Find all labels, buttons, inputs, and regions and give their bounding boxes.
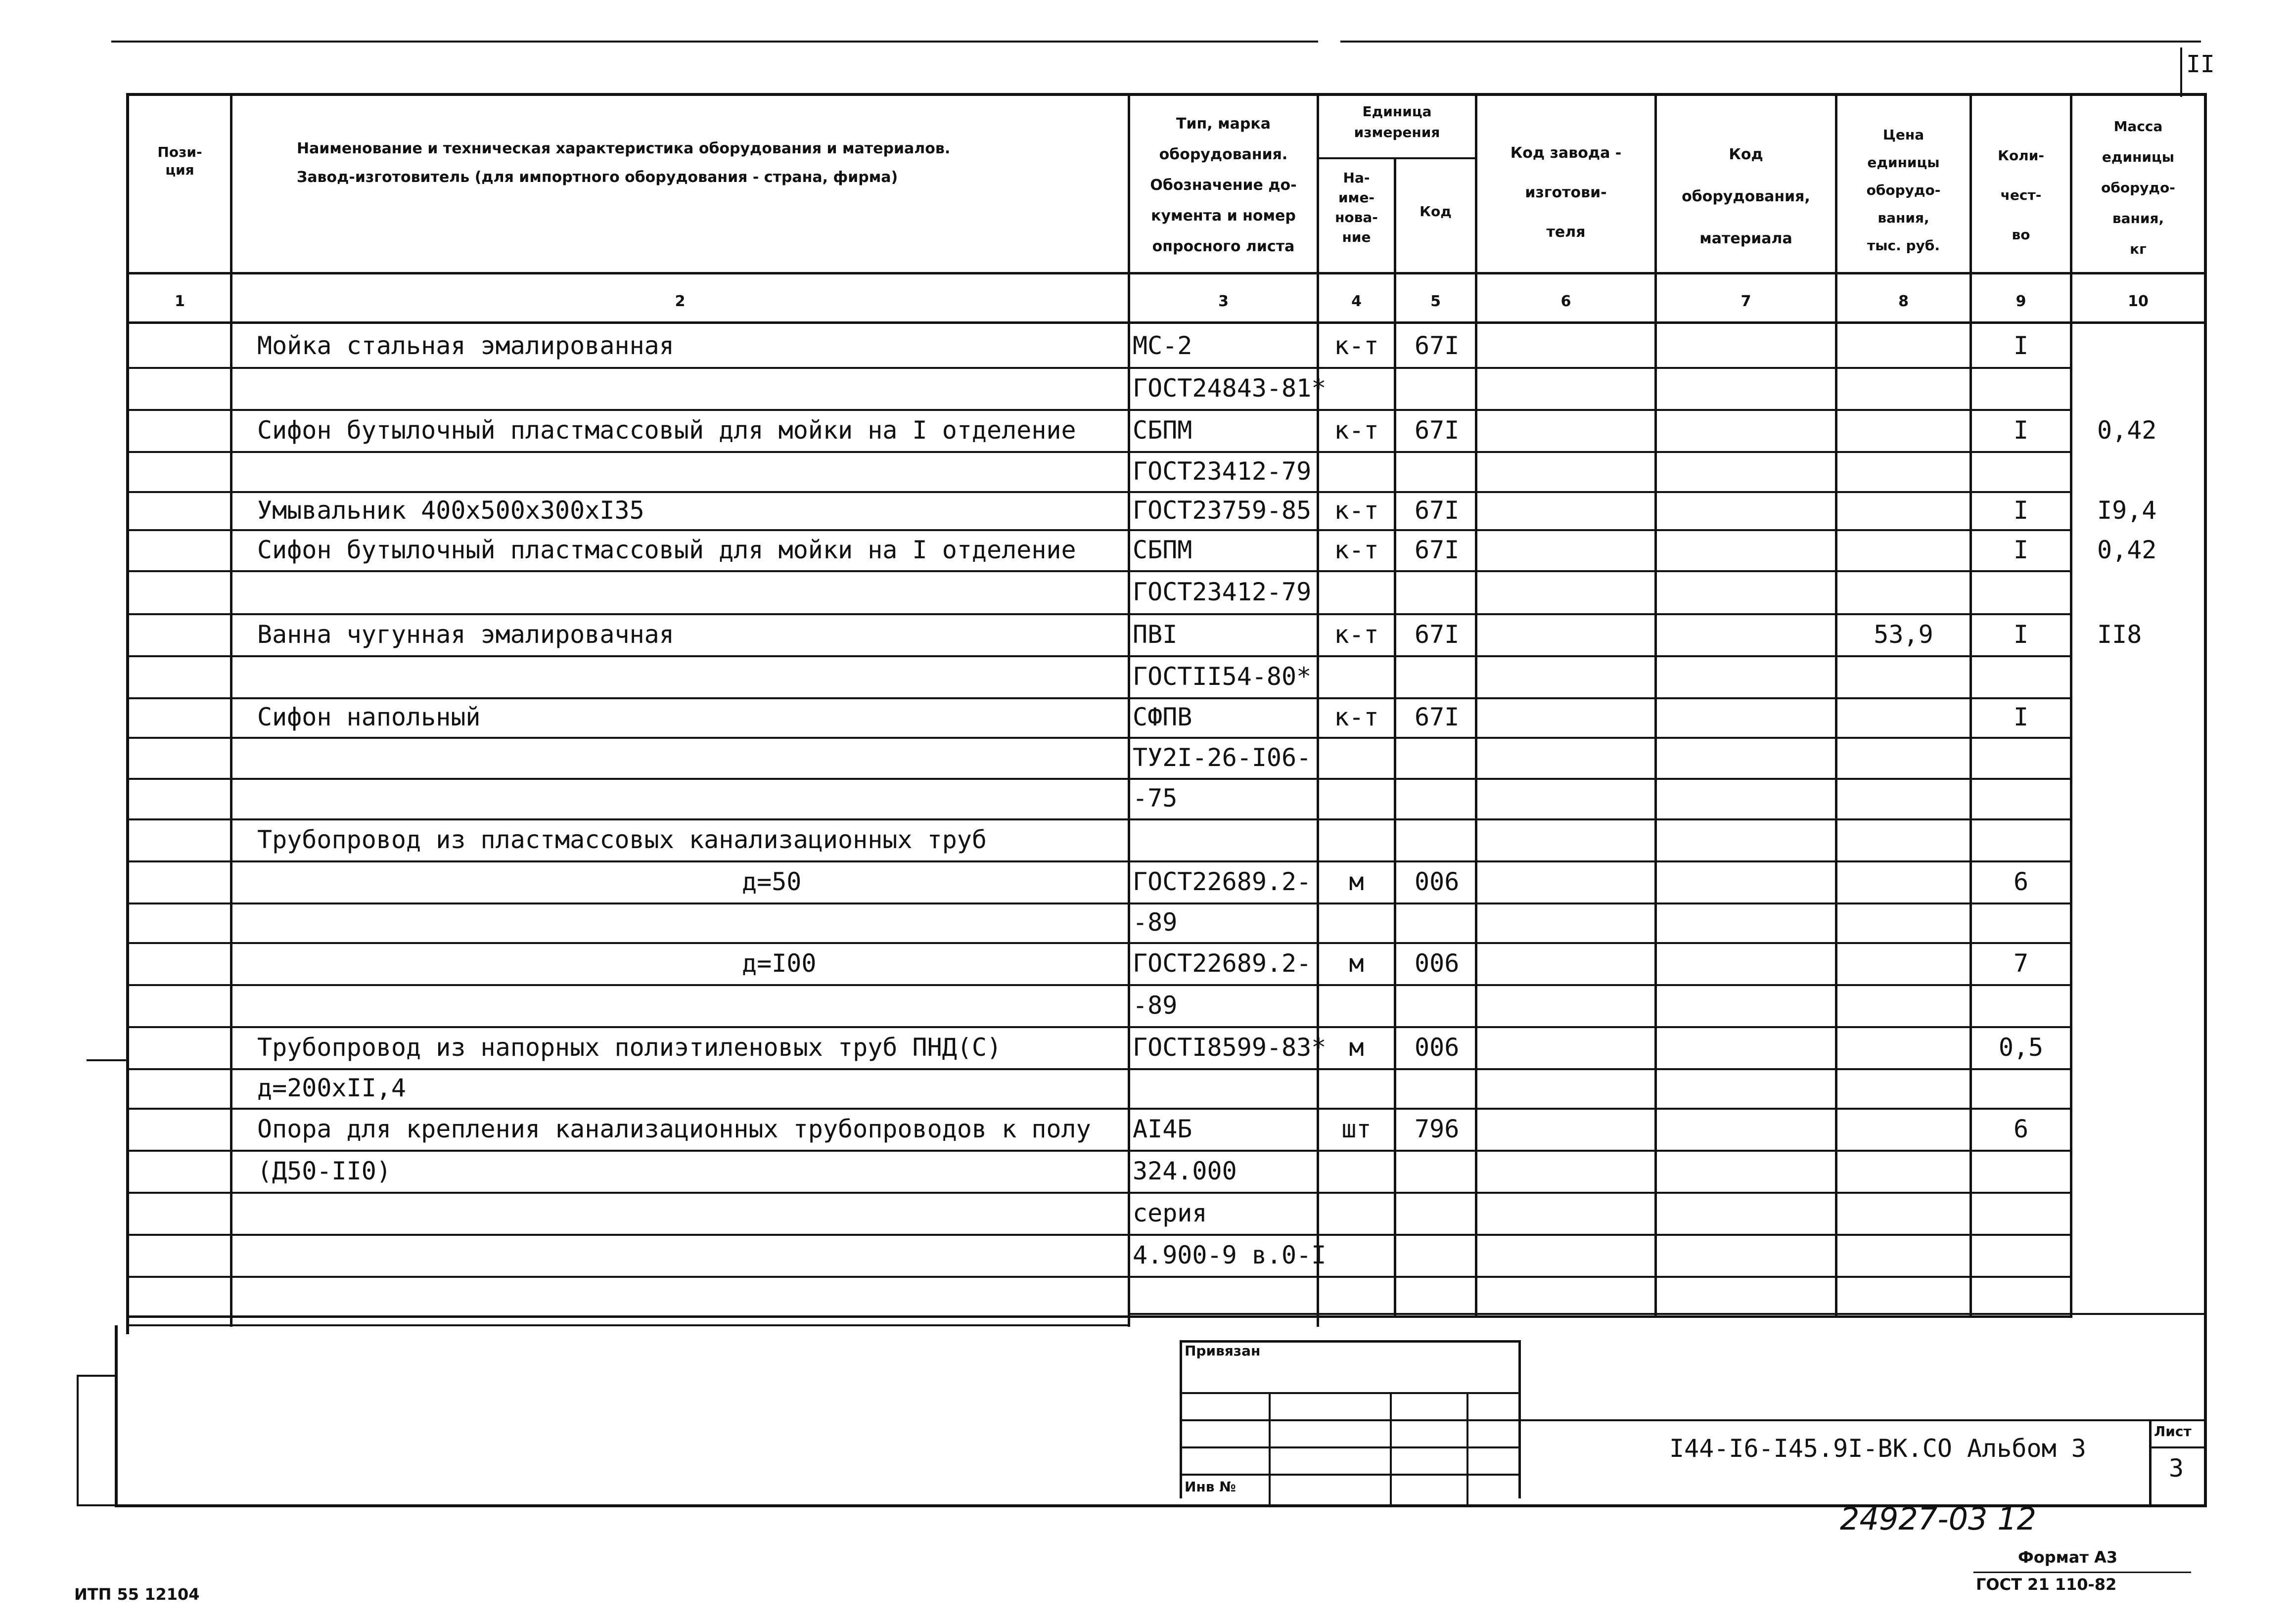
row-name: Сифон бутылочный пластмассовый для мойки на I отделение — [257, 536, 1076, 564]
margin-box-left — [77, 1375, 79, 1505]
row-type: серия — [1133, 1199, 1207, 1227]
col-line-2 — [1128, 93, 1130, 1327]
stamp-inv-label: Инв № — [1185, 1479, 1236, 1495]
row-name: Трубопровод из пластмассовых канализационных труб — [257, 825, 987, 854]
row-unit: шт — [1341, 1115, 1372, 1143]
colnum-5: 5 — [1430, 293, 1441, 310]
header-unit: Единица измерения — [1354, 103, 1440, 140]
table-row-line — [126, 409, 2072, 411]
colnum-6: 6 — [1560, 293, 1571, 310]
stamp-linked-label: Привязан — [1185, 1343, 1261, 1359]
row-type: ГОСТ23412-79 — [1133, 457, 1312, 486]
col-line-9 — [2070, 93, 2072, 1317]
row-code: 006 — [1415, 1033, 1460, 1062]
stamp-designation: I44-I6-I45.9I-ВК.СО Альбом 3 — [1669, 1434, 2086, 1463]
stamp-line-4 — [1180, 1474, 1521, 1476]
corner-box-left — [2180, 47, 2182, 97]
table-row-line — [126, 902, 2072, 904]
table-row-line — [126, 1192, 2072, 1194]
table-row-line — [126, 451, 2072, 453]
colnum-2: 2 — [675, 293, 686, 310]
row-name: Мойка стальная эмалированная — [257, 331, 674, 360]
col-line-5 — [1475, 93, 1477, 1317]
row-name: Ванна чугунная эмалировачная — [257, 620, 674, 649]
header-material-code: Код оборудования, материала — [1682, 146, 1810, 247]
bottom-left-code: ИТП 55 12104 — [74, 1585, 200, 1604]
table-row-line — [126, 367, 2072, 369]
row-type: ГОСТ24843-81* — [1133, 374, 1327, 403]
row-qty: I — [2013, 703, 2029, 731]
table-row-line — [126, 818, 2072, 820]
row-qty: I — [2013, 416, 2029, 445]
row-unit: м — [1349, 1033, 1364, 1062]
table-row-line — [126, 860, 2072, 862]
table-bottom-outer — [126, 1324, 1130, 1326]
frame-top — [126, 93, 2206, 96]
header-qty: Коли- чест- во — [1998, 147, 2044, 243]
row-type: ГОСТ22689.2- — [1133, 949, 1312, 978]
table-row-line — [126, 1026, 2072, 1028]
table-row-line — [126, 984, 2072, 986]
row-type: ГОСТ22689.2- — [1133, 867, 1312, 896]
colnum-8: 8 — [1898, 293, 1909, 310]
format-rule — [1973, 1572, 2191, 1573]
table-row-line — [126, 1234, 2072, 1236]
row-type: СБПМ — [1133, 416, 1192, 445]
row-type: -75 — [1133, 784, 1178, 812]
row-qty: 6 — [2013, 867, 2029, 896]
row-mass: II8 — [2097, 620, 2142, 649]
row-code: 796 — [1415, 1115, 1460, 1143]
colnum-3: 3 — [1218, 293, 1229, 310]
table-row-line — [126, 1276, 2072, 1278]
col-line-1 — [230, 93, 232, 1327]
row-unit: к-т — [1334, 416, 1379, 445]
row-qty: I — [2013, 496, 2029, 525]
col-line-7 — [1835, 93, 1837, 1317]
sheet-corner-number: II — [2186, 50, 2215, 78]
row-type: АI4Б — [1133, 1115, 1192, 1143]
row-code: 006 — [1415, 867, 1460, 896]
format-line-2: ГОСТ 21 110-82 — [1976, 1575, 2117, 1594]
row-type: ГОСТ23412-79 — [1133, 578, 1312, 606]
header-bottom — [126, 272, 2206, 274]
row-type: ГОСТ23759-85 — [1133, 496, 1312, 525]
colnum-9: 9 — [2015, 293, 2026, 310]
row-unit: к-т — [1334, 536, 1379, 564]
table-row-line — [126, 613, 2072, 615]
row-type: МС-2 — [1133, 331, 1192, 360]
margin-box-bottom — [77, 1504, 116, 1506]
stamp-vline-1 — [1269, 1392, 1271, 1505]
row-type: -89 — [1133, 908, 1178, 937]
table-row-line — [126, 697, 2072, 699]
row-price: 53,9 — [1874, 620, 1933, 649]
stamp-designation-top — [1521, 1419, 2206, 1421]
row-code: 67I — [1415, 331, 1460, 360]
table-row-line — [126, 1068, 2072, 1070]
stamp-vline-3 — [1466, 1392, 1468, 1505]
stamp-sheet-split — [2149, 1446, 2206, 1448]
row-type: СБПМ — [1133, 536, 1192, 564]
top-rule-left — [111, 41, 1318, 43]
row-type: СФПВ — [1133, 703, 1192, 731]
frame-right — [2204, 93, 2207, 1507]
stamp-line-3 — [1180, 1446, 1521, 1448]
row-code: 006 — [1415, 949, 1460, 978]
row-type: ГОСТI8599-83* — [1133, 1033, 1327, 1062]
table-row-line — [126, 491, 2072, 493]
header-price: Цена единицы оборудо- вания, тыс. руб. — [1866, 127, 1941, 254]
header-unit-name: На- име- нова- ние — [1335, 170, 1378, 245]
col-line-6 — [1654, 93, 1657, 1317]
header-unit-code: Код — [1420, 203, 1452, 220]
margin-stub-2 — [77, 1375, 116, 1377]
row-unit: м — [1349, 867, 1364, 896]
margin-stub-1 — [87, 1059, 129, 1061]
row-qty: I — [2013, 331, 2029, 360]
row-name: Сифон напольный — [257, 703, 481, 731]
frame-left — [126, 93, 129, 1334]
row-type: -89 — [1133, 991, 1178, 1020]
table-row-line — [126, 529, 2072, 531]
stamp-sheet-number: 3 — [2169, 1454, 2184, 1483]
row-type: ТУ2I-26-I06- — [1133, 743, 1312, 772]
row-unit: к-т — [1334, 620, 1379, 649]
row-name: д=50 — [742, 867, 802, 896]
table-row-line — [126, 1108, 2072, 1110]
header-position: Пози- ция — [157, 144, 202, 178]
header-name: Наименование и техническая характеристика оборудования и материалов. Завод-изготовитель (для импортного оборудования - страна, фирма) — [297, 140, 951, 186]
row-code: 67I — [1415, 496, 1460, 525]
colnum-10: 10 — [2128, 293, 2149, 310]
row-code: 67I — [1415, 536, 1460, 564]
row-qty: 6 — [2013, 1115, 2029, 1143]
row-mass: 0,42 — [2097, 416, 2157, 445]
row-unit: к-т — [1334, 331, 1379, 360]
table-row-line — [126, 570, 2072, 572]
header-type: Тип, марка оборудования. Обозначение до- кумента и номер опросного листа — [1150, 115, 1297, 255]
row-unit: к-т — [1334, 496, 1379, 525]
colnum-4: 4 — [1351, 293, 1362, 310]
unit-split — [1318, 157, 1476, 159]
row-type: ПВI — [1133, 620, 1178, 649]
row-name: Опора для крепления канализационных трубопроводов к полу — [257, 1115, 1091, 1143]
row-name: Умывальник 400х500х300хI35 — [257, 496, 644, 525]
header-mass: Масса единицы оборудо- вания, кг — [2101, 118, 2175, 257]
table-row-line — [126, 778, 2072, 780]
frame-left-lower — [115, 1325, 118, 1506]
stamp-top-rule — [1130, 1313, 2206, 1315]
row-type: 324.000 — [1133, 1157, 1237, 1185]
row-code: 67I — [1415, 620, 1460, 649]
row-unit: м — [1349, 949, 1364, 978]
row-name: (Д50-II0) — [257, 1157, 391, 1185]
header-plant-code: Код завода - изготови- теля — [1510, 144, 1622, 241]
stamp-line-1 — [1180, 1392, 1521, 1394]
row-code: 67I — [1415, 416, 1460, 445]
colnum-1: 1 — [175, 293, 185, 310]
row-type: ГОСТII54-80* — [1133, 662, 1312, 691]
top-rule-right — [1340, 41, 2201, 43]
row-name: д=200хII,4 — [257, 1074, 407, 1102]
table-row-line — [126, 1315, 2072, 1317]
row-mass: 0,42 — [2097, 536, 2157, 564]
colnum-7: 7 — [1740, 293, 1751, 310]
row-name: Трубопровод из напорных полиэтиленовых труб ПНД(С) — [257, 1033, 1002, 1062]
stamp-sheet-label: Лист — [2154, 1423, 2192, 1440]
colnum-bottom — [126, 321, 2206, 324]
row-qty: 7 — [2013, 949, 2029, 978]
stamp-vline-2 — [1390, 1392, 1392, 1505]
row-unit: к-т — [1334, 703, 1379, 731]
stamp-line-2 — [1180, 1419, 1521, 1421]
handwritten-number: 24927-03 12 — [1840, 1501, 2037, 1537]
table-row-line — [126, 942, 2072, 944]
row-mass: I9,4 — [2097, 496, 2157, 525]
stamp-sheet-left — [2149, 1419, 2152, 1506]
row-qty: I — [2013, 536, 2029, 564]
table-row-line — [126, 1150, 2072, 1152]
row-code: 67I — [1415, 703, 1460, 731]
row-type: 4.900-9 в.0-I — [1133, 1241, 1327, 1269]
row-name: Сифон бутылочный пластмассовый для мойки на I отделение — [257, 416, 1076, 445]
row-name: д=I00 — [742, 949, 817, 978]
table-row-line — [126, 655, 2072, 657]
row-qty: I — [2013, 620, 2029, 649]
format-line-1: Формат А3 — [2018, 1548, 2118, 1567]
table-row-line — [126, 737, 2072, 739]
row-qty: 0,5 — [1998, 1033, 2044, 1062]
